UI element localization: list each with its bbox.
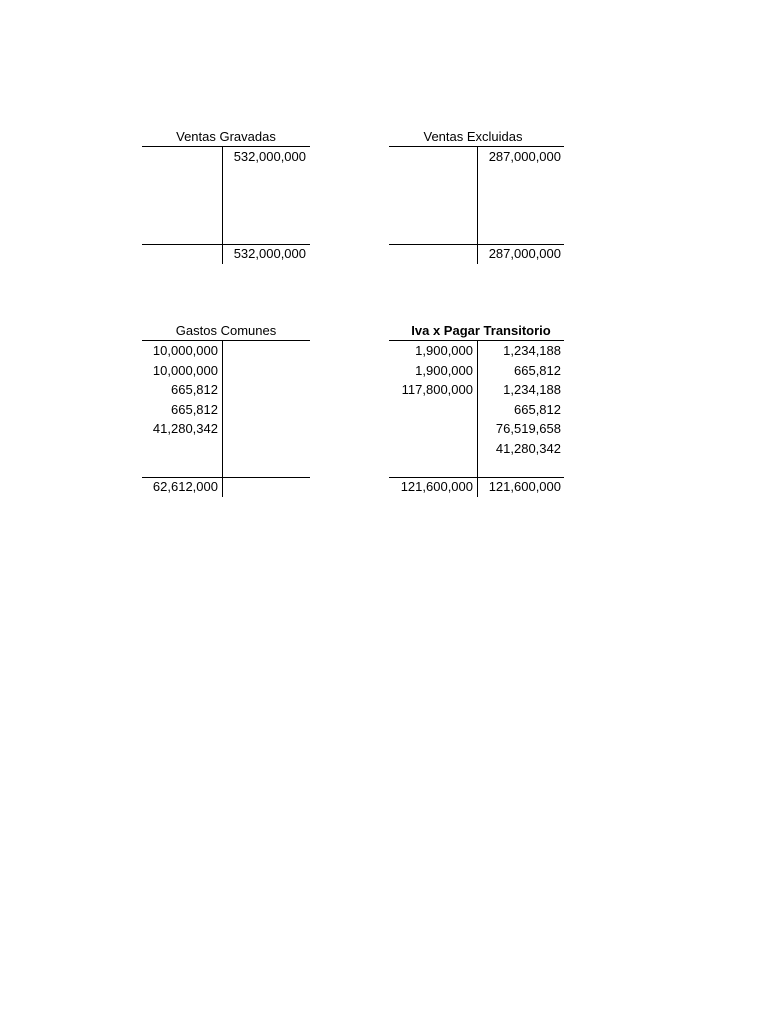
credit-entry: 665,812 — [514, 362, 561, 378]
credit-entry: 1,234,188 — [503, 382, 561, 397]
debit-entry: 10,000,000 — [152, 343, 218, 358]
debit-total: 62,612,000 — [152, 479, 218, 494]
credit-total: 287,000,000 — [488, 246, 561, 261]
debit-entry: 665,812 — [171, 401, 218, 417]
credit-entry: 41,280,342 — [495, 440, 561, 456]
credit-entry: 287,000,000 — [488, 149, 561, 164]
credit-entry: 532,000,000 — [233, 149, 306, 164]
debit-entry: 117,800,000 — [401, 382, 473, 397]
t-account-iva-por-pagar-transitorio — [397, 321, 565, 498]
t-account-ventas-excluidas — [397, 127, 565, 264]
account-title: Ventas Gravadas — [176, 129, 276, 144]
debit-entry: 665,812 — [171, 382, 218, 397]
credit-entry: 665,812 — [514, 401, 561, 417]
t-divider — [222, 340, 223, 497]
credit-entry: 76,519,658 — [495, 421, 561, 436]
t-account-gastos-comunes — [142, 321, 310, 498]
debit-entry: 10,000,000 — [152, 362, 218, 378]
credit-total: 121,600,000 — [488, 479, 561, 494]
account-title: Ventas Excluidas — [423, 129, 523, 144]
t-divider — [477, 146, 478, 264]
credit-entry: 1,234,188 — [503, 343, 561, 358]
account-title: Gastos Comunes — [175, 323, 277, 338]
debit-entry: 1,900,000 — [415, 362, 473, 378]
credit-total: 532,000,000 — [233, 246, 306, 261]
debit-entry: 41,280,342 — [152, 421, 218, 436]
t-divider — [222, 146, 223, 264]
t-account-ventas-gravadas — [142, 127, 310, 264]
debit-total: 121,600,000 — [400, 479, 473, 494]
account-title: Iva x Pagar Transitorio — [411, 323, 551, 338]
debit-entry: 1,900,000 — [415, 343, 473, 358]
t-divider — [477, 340, 478, 497]
